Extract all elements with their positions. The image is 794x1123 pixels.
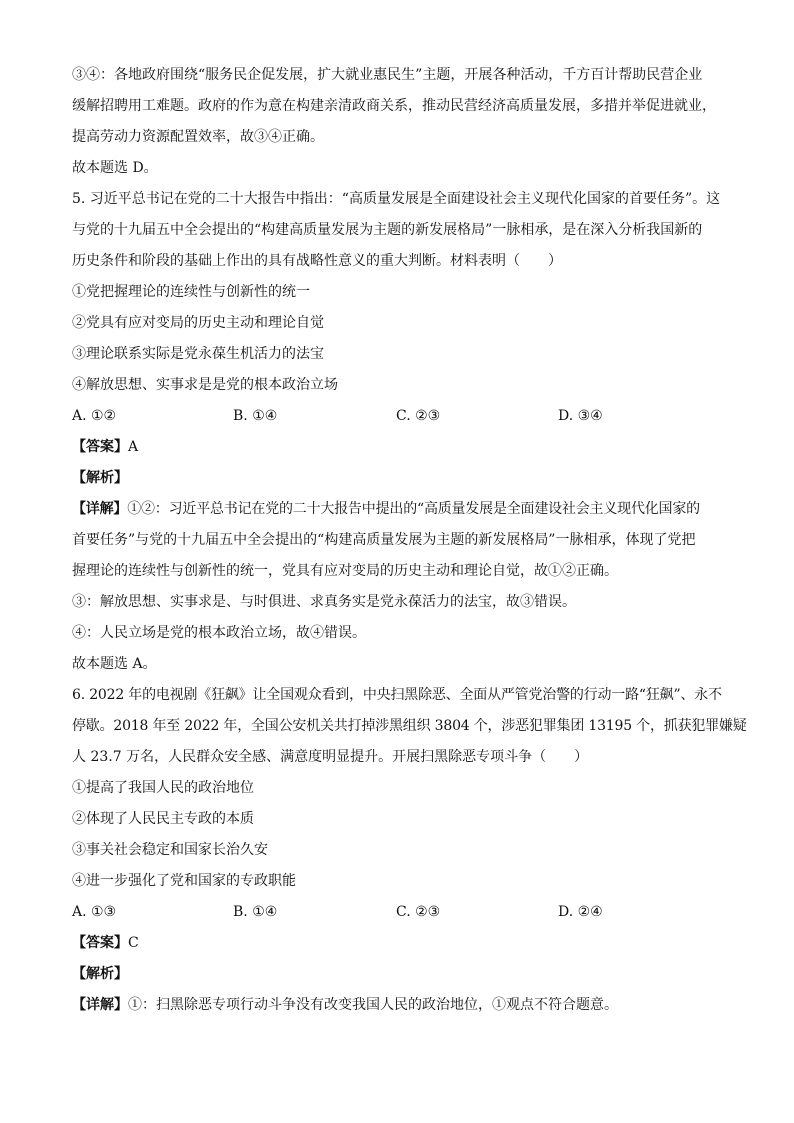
analysis-line (72, 959, 727, 990)
question-6-stem: 6. 2022 年的电视剧《狂飙》让全国观众看到，中央扫黑除恶、全面从严管党治警的行动一路“狂飙”、永不 (72, 687, 722, 703)
option-a: A. ①② (72, 408, 117, 424)
detail-line: ④：人民立场是党的根本政治立场，故④错误。 (72, 625, 366, 641)
option-d: D. ③④ (558, 408, 603, 424)
option-b: B. ①④ (233, 408, 278, 424)
detail-line (72, 494, 727, 525)
answer-line (72, 432, 727, 463)
q6-options (72, 897, 727, 928)
text-line: ③④：各地政府围绕“服务民企促发展，扩大就业惠民生”主题，开展各种活动，千方百计帮助民营企业 (72, 67, 703, 83)
detail-line: 首要任务”与党的十九届五中全会提出的“构建高质量发展为主题的新发展格局”一脉相承，体现了党把 (72, 532, 696, 548)
statement-3: ③理论联系实际是党永葆生机活力的法宝 (72, 346, 324, 362)
detail-line: 故本题选 A。 (72, 656, 157, 672)
analysis-tag: 【解析】 (72, 966, 128, 982)
text-line: 人 23.7 万名，人民群众安全感、满意度明显提升。开展扫黑除恶专项斗争（ ） (72, 749, 589, 765)
detail-line (72, 990, 727, 1021)
detail-tag: 【详解】 (72, 997, 128, 1013)
answer-value: C (128, 935, 139, 951)
answer-tag: 【答案】 (72, 439, 128, 455)
detail-line: ③：解放思想、实事求是、与时俱进、求真务实是党永葆活力的法宝，故③错误。 (72, 594, 576, 610)
statement-2: ②党具有应对变局的历史主动和理论自觉 (72, 315, 324, 331)
text-line: 与党的十九届五中全会提出的“构建高质量发展为主题的新发展格局”一脉相承，是在深入分析我国新的 (72, 222, 703, 238)
statement-2: ②体现了人民民主专政的本质 (72, 811, 254, 827)
option-c: C. ②③ (396, 408, 441, 424)
statement-1: ①党把握理论的连续性与创新性的统一 (72, 284, 310, 300)
detail-tag: 【详解】 (72, 501, 128, 517)
statement-1: ①提高了我国人民的政治地位 (72, 780, 254, 796)
text-line: 停歇。2018 年至 2022 年，全国公安机关共打掉涉黑组织 3804 个，涉恶犯罪集团 13195 个，抓获犯罪嫌疑 (72, 718, 747, 734)
detail-text: ①：扫黑除恶专项行动斗争没有改变我国人民的政治地位，①观点不符合题意。 (128, 997, 618, 1013)
text-line: 提高劳动力资源配置效率，故③④正确。 (72, 129, 324, 145)
analysis-tag: 【解析】 (72, 470, 128, 486)
detail-line: 握理论的连续性与创新性的统一，党具有应对变局的历史主动和理论自觉，故①②正确。 (72, 563, 618, 579)
option-c: C. ②③ (396, 904, 441, 920)
question-5-stem: 5. 习近平总书记在党的二十大报告中指出：“高质量发展是全面建设社会主义现代化国家的首要任务”。这 (72, 191, 721, 207)
option-a: A. ①③ (72, 904, 117, 920)
option-d: D. ②④ (558, 904, 603, 920)
document-page (72, 60, 747, 1021)
statement-4: ④解放思想、实事求是是党的根本政治立场 (72, 377, 338, 393)
q5-options (72, 401, 727, 432)
option-b: B. ①④ (233, 904, 278, 920)
statement-3: ③事关社会稳定和国家长治久安 (72, 842, 268, 858)
detail-text: ①②：习近平总书记在党的二十大报告中提出的“高质量发展是全面建设社会主义现代化国家的 (127, 501, 700, 517)
answer-line (72, 928, 727, 959)
answer-tag: 【答案】 (72, 935, 128, 951)
statement-4: ④进一步强化了党和国家的专政职能 (72, 873, 296, 889)
analysis-line (72, 463, 727, 494)
text-line: 缓解招聘用工难题。政府的作为意在构建亲清政商关系，推动民营经济高质量发展，多措并举促进就业， (72, 98, 716, 114)
answer-value: A (128, 439, 139, 455)
text-line: 历史条件和阶段的基础上作出的具有战略性意义的重大判断。材料表明（ ） (72, 253, 562, 269)
text-line: 故本题选 D。 (72, 160, 158, 176)
